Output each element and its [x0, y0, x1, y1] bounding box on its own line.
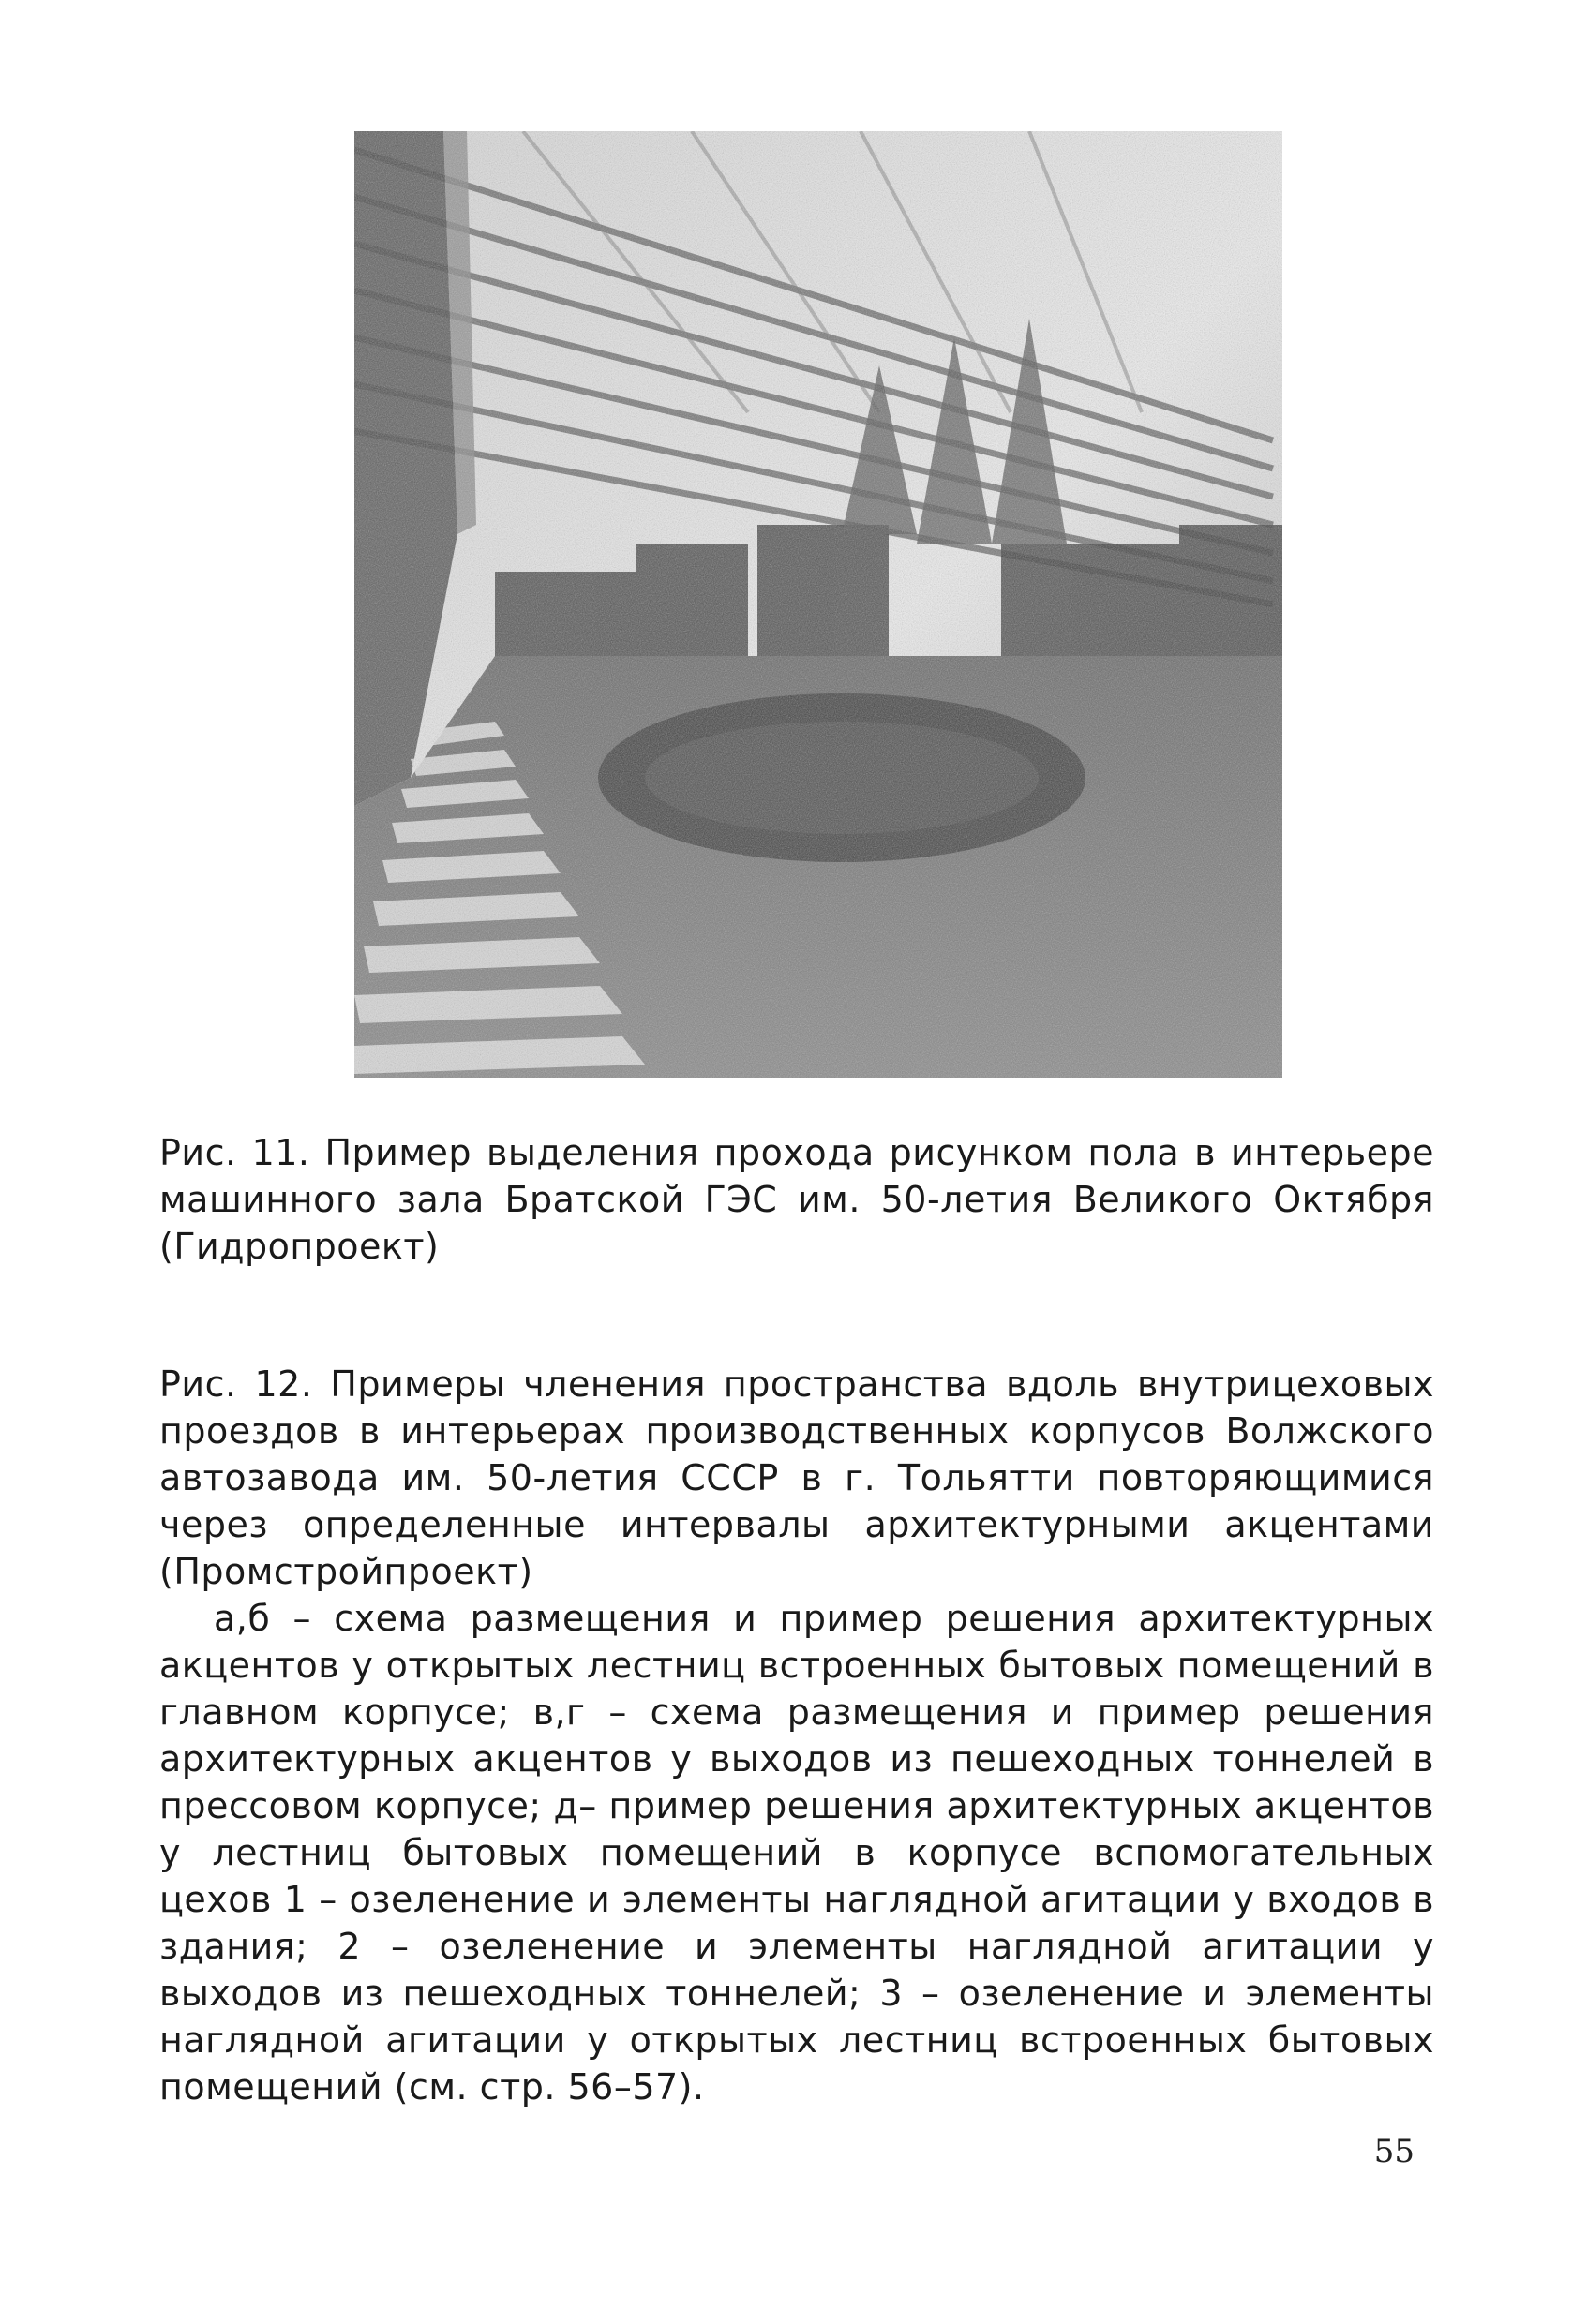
figure-12-caption	[159, 1361, 1434, 2110]
figure-11-photo	[354, 131, 1282, 1078]
figure-12-caption-body: а,б – схема размещения и пример решения архитектурных акцентов у открытых лестниц встроенных бытовых помещений в главном корпусе; в,г – схема размещения и пример решения архитектурных акцентов у выходов из пешеходных тоннелей в прессовом корпусе; д– пример решения архитектурных акцентов у лестниц бытовых помещений в корпусе вспомогательных цехов 1 – озеленение и элементы наглядной агитации у входов в здания; 2 – озеленение и элементы наглядной агитации у выходов из пешеходных тоннелей; 3 – озеленение и элементы наглядной агитации у открытых лестниц встроенных бытовых помещений (см. стр. 56–57).	[159, 1598, 1434, 2108]
page-number: 55	[1373, 2133, 1415, 2170]
figure-12-caption-title: Рис. 12. Примеры членения пространства вдоль внутрицеховых проездов в интерьерах производственных корпусов Волжского автозавода им. 50-летия СССР в г. Тольятти повторяющимися через определенные интервалы архитектурными акцентами (Промстройпроект)	[159, 1363, 1434, 1592]
figure-11-caption-text: Рис. 11. Пример выделения прохода рисунком пола в интерьере машинного зала Братской ГЭС им. 50-летия Великого Октября (Гидропроект)	[159, 1132, 1434, 1267]
figure-11-caption	[159, 1129, 1434, 1270]
